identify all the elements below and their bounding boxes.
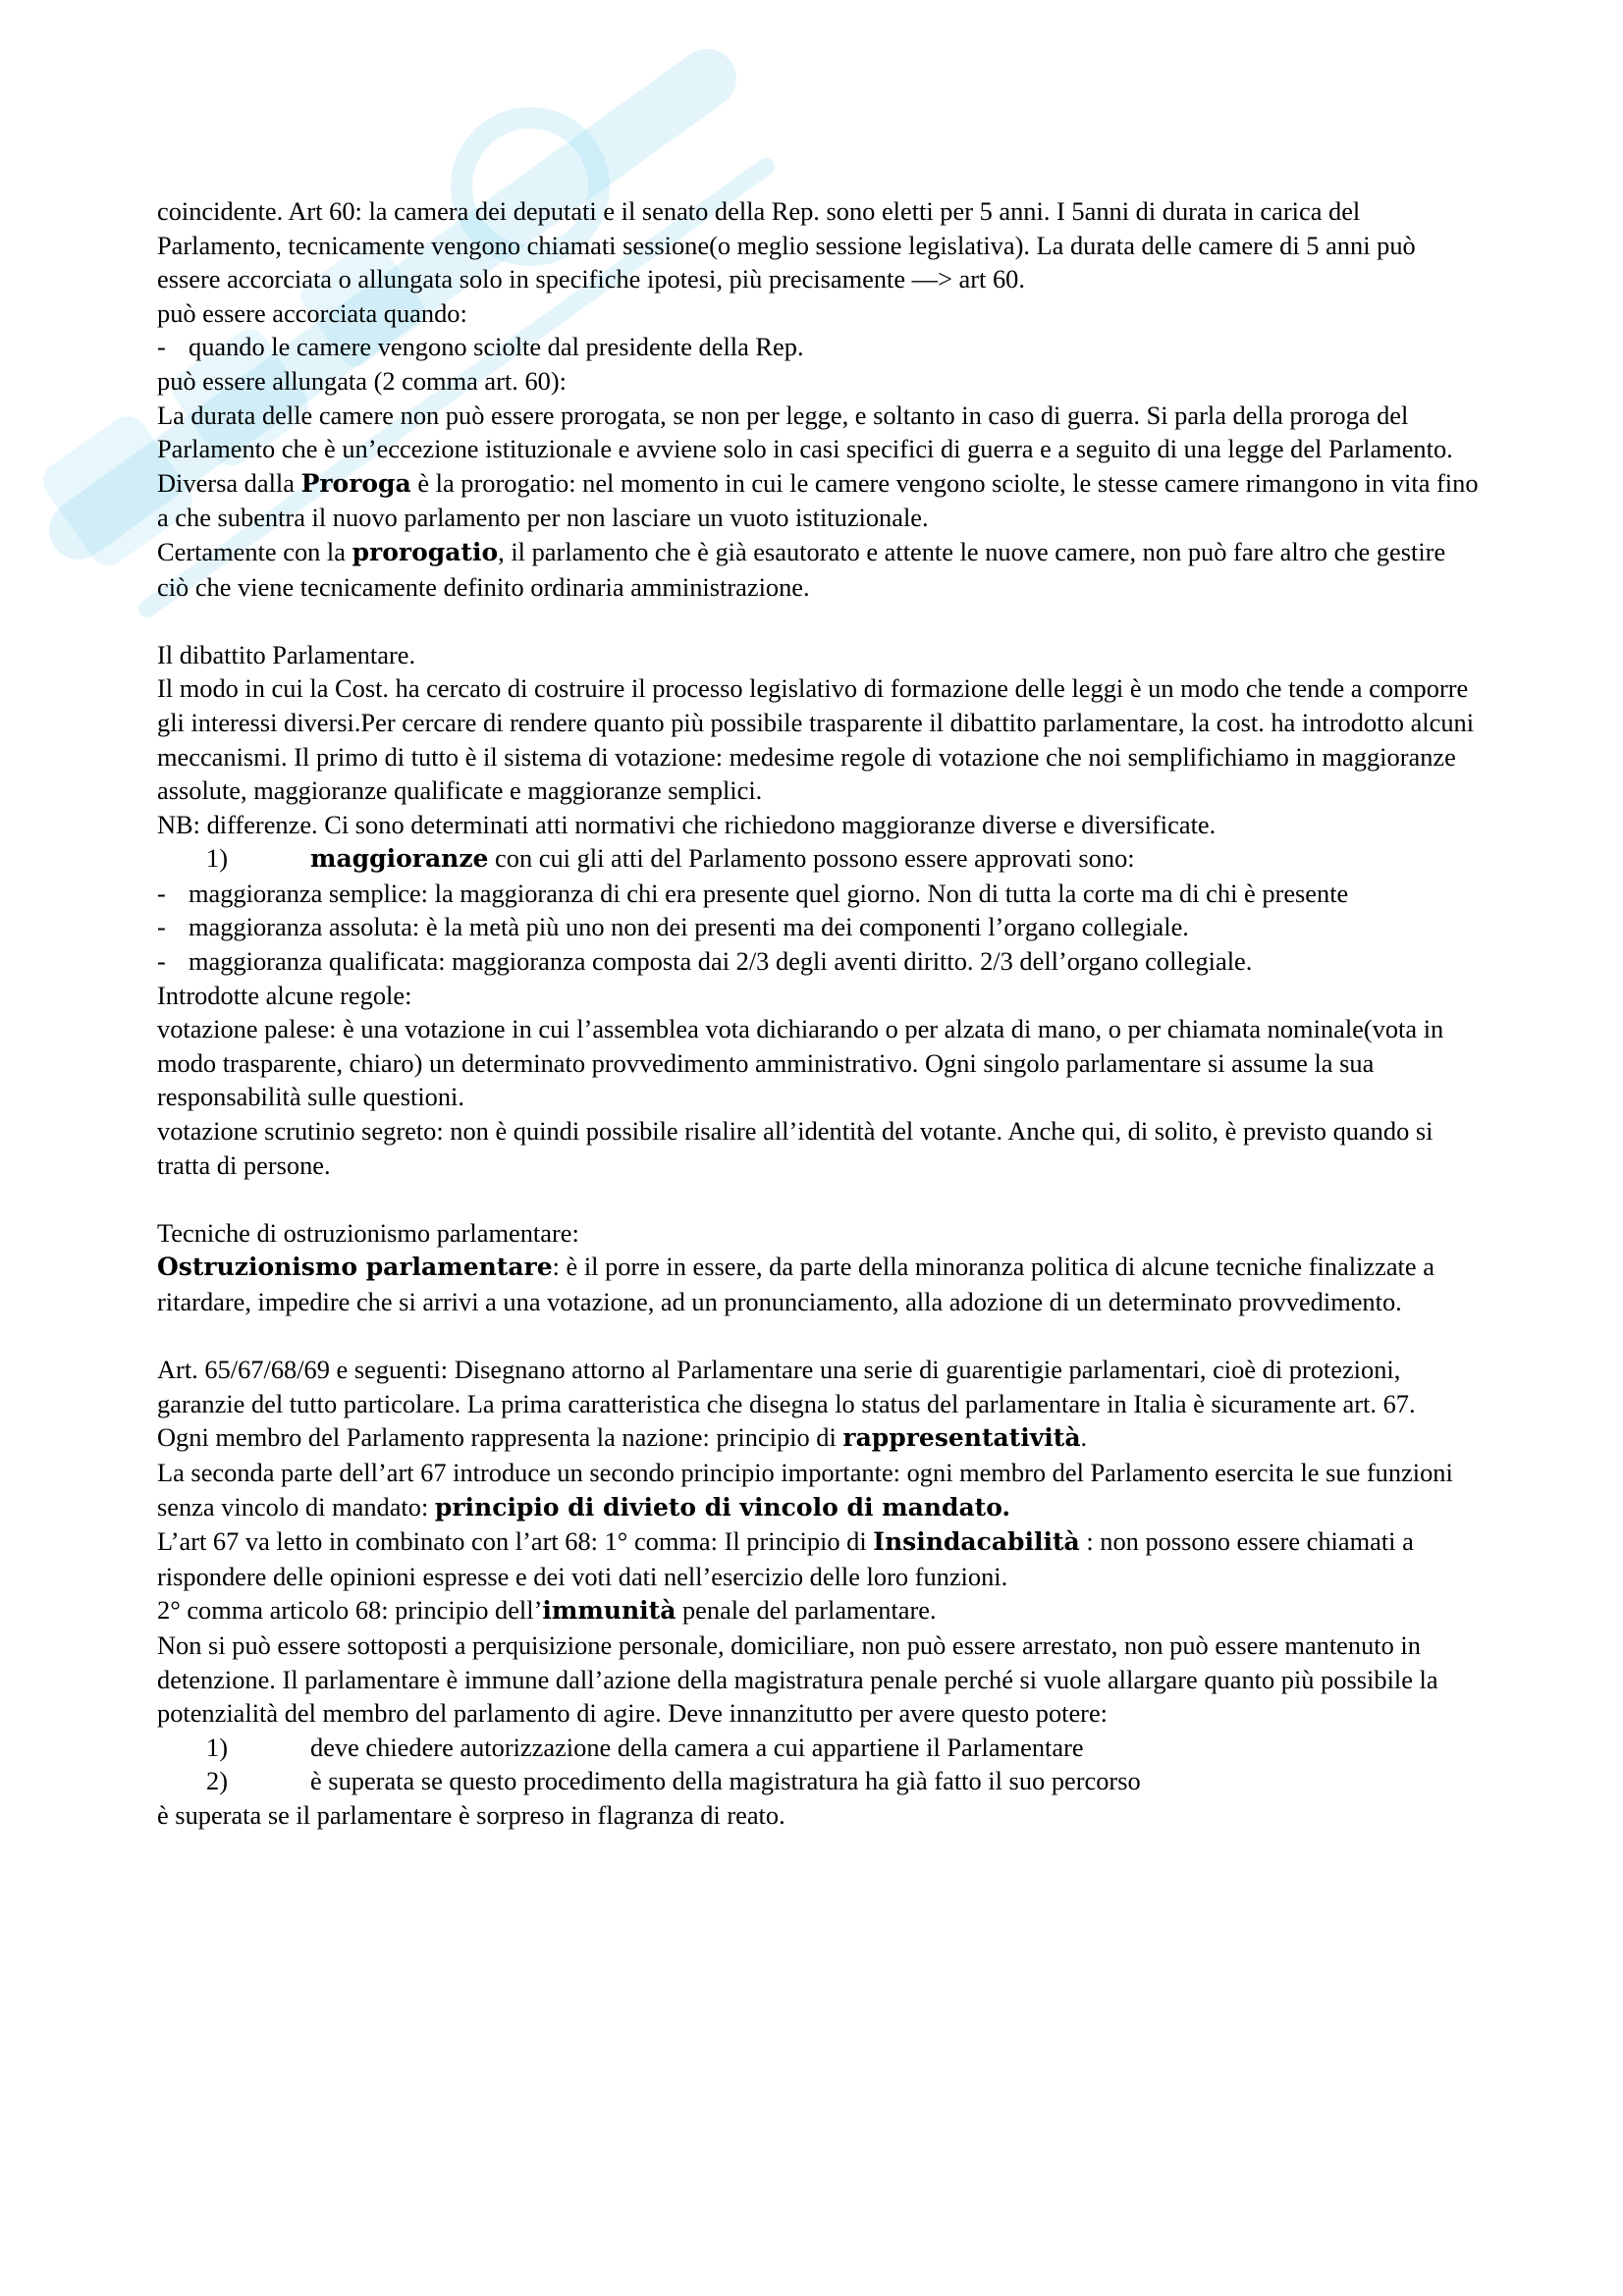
bold-term: principio di divieto di vincolo di mandato. xyxy=(434,1492,1011,1522)
text-run: con cui gli atti del Parlamento possono essere approvati sono: xyxy=(488,843,1135,874)
blank-line xyxy=(157,604,1483,638)
paragraph: può essere allungata (2 comma art. 60): xyxy=(157,365,567,396)
paragraph xyxy=(157,1420,1483,1456)
text-run: La seconda parte dell’art 67 introduce un secondo principio importante: ogni membro del Parlamento esercita le sue funzioni senza vincolo di mandato: xyxy=(157,1457,1453,1522)
text-run: penale del parlamentare. xyxy=(676,1595,937,1626)
paragraph xyxy=(157,1250,1483,1318)
text-run: è superata se questo procedimento della magistratura ha già fatto il suo percorso xyxy=(310,1766,1141,1796)
section-heading: Il dibattito Parlamentare. xyxy=(157,639,416,669)
paragraph: votazione palese: è una votazione in cui l’assemblea vota dichiarando o per alzata di mano, o per chiamata nominale(vota in modo trasparente, chiaro) un determinato provvedimento amministrativo. Ogni singolo parlamentare si assume la sua responsabilità sulle questioni. xyxy=(157,1014,1444,1112)
paragraph: Non si può essere sottoposti a perquisizione personale, domiciliare, non può essere arrestato, non può essere mantenuto in detenzione. Il parlamentare è immune dall’azione della magistratura penale perché si vuole allargare quanto più possibile la potenzialità del membro del parlamento di agire. Deve innanzitutto per avere questo potere: xyxy=(157,1629,1438,1729)
text-run: Diversa dalla xyxy=(157,467,301,498)
section-heading: Tecniche di ostruzionismo parlamentare: xyxy=(157,1217,579,1248)
item-number: 1) xyxy=(206,1732,228,1762)
numbered-item xyxy=(157,841,1483,877)
numbered-item xyxy=(157,1764,1483,1798)
item-number: 2) xyxy=(206,1766,228,1796)
paragraph: La durata delle camere non può essere prorogata, se non per legge, e soltanto in caso di guerra. Si parla della proroga del Parlamento che è un’eccezione istituzionale e avviene solo in casi specifici di guerra e a seguito di una legge del Parlamento. xyxy=(157,400,1453,464)
bold-term: prorogatio xyxy=(352,537,499,566)
text-run: . xyxy=(1080,1422,1088,1453)
paragraph xyxy=(157,466,1483,535)
blank-line xyxy=(157,1319,1483,1354)
bold-term: Proroga xyxy=(300,468,411,498)
document-body xyxy=(157,194,1483,1833)
bold-term: maggioranze xyxy=(310,844,489,874)
bold-term: rappresentatività xyxy=(842,1423,1081,1453)
paragraph: Introdotte alcune regole: xyxy=(157,980,412,1010)
paragraph: Art. 65/67/68/69 e seguenti: Disegnano attorno al Parlamentare una serie di guarentigie parlamentari, cioè di protezioni, garanzie del tutto particolare. La prima caratteristica che disegna lo status del parlamentare in Italia è sicuramente art. 67. xyxy=(157,1355,1416,1418)
text-run: deve chiedere autorizzazione della camera a cui appartiene il Parlamentare xyxy=(310,1732,1084,1762)
list-item: - maggioranza assoluta: è la metà più uno non dei presenti ma dei componenti l’organo collegiale. xyxy=(157,910,1483,944)
paragraph: votazione scrutinio segreto: non è quindi possibile risalire all’identità del votante. Anche qui, di solito, è previsto quando si tratta di persone. xyxy=(157,1116,1434,1180)
bold-term: Ostruzionismo parlamentare xyxy=(157,1253,553,1282)
bold-term: immunità xyxy=(542,1596,676,1626)
paragraph xyxy=(157,1524,1483,1593)
paragraph: è superata se il parlamentare è sorpreso in flagranza di reato. xyxy=(157,1799,785,1830)
text-run: : è il porre in essere, da parte della minoranza politica di alcune tecniche finalizzate a ritardare, impedire che si arrivi a una votazione, ad un pronunciamento, alla adozione di un determinato provvedimento. xyxy=(157,1252,1434,1316)
bold-term: Insindacabilità xyxy=(873,1527,1080,1557)
paragraph: NB: differenze. Ci sono determinati atti normativi che richiedono maggioranze diverse e diversificate. xyxy=(157,809,1217,839)
paragraph: può essere accorciata quando: xyxy=(157,297,467,328)
paragraph: coincidente. Art 60: la camera dei deputati e il senato della Rep. sono eletti per 5 anni. I 5anni di durata in carica del Parlamento, tecnicamente vengono chiamati sessione(o meglio sessione legislativa). La durata delle camere di 5 anni può essere accorciata o allungata solo in specifiche ipotesi, più precisamente —> art 60. xyxy=(157,196,1416,294)
text-run: , il parlamento che è già esautorato e attente le nuove camere, non può fare altro che gestire ciò che viene tecnicamente definito ordinaria amministrazione. xyxy=(157,536,1446,602)
list-item: - maggioranza qualificata: maggioranza composta dai 2/3 degli aventi diritto. 2/3 dell’organo collegiale. xyxy=(157,944,1483,979)
list-item: - quando le camere vengono sciolte dal presidente della Rep. xyxy=(157,330,1483,364)
text-run: L’art 67 va letto in combinato con l’art 68: 1° comma: Il principio di xyxy=(157,1526,874,1557)
text-run: Ogni membro del Parlamento rappresenta la nazione: principio di xyxy=(157,1422,843,1453)
paragraph xyxy=(157,1593,1483,1629)
paragraph xyxy=(157,1456,1483,1524)
text-run: è la prorogatio: nel momento in cui le camere vengono sciolte, le stesse camere rimangono in vita fino a che subentra il nuovo parlamento per non lasciare un vuoto istituzionale. xyxy=(157,467,1479,533)
text-run: 2° comma articolo 68: principio dell’ xyxy=(157,1595,543,1626)
text-run: : non possono essere chiamati a rispondere delle opinioni espresse e dei voti dati nell’esercizio delle loro funzioni. xyxy=(157,1526,1414,1591)
paragraph: Il modo in cui la Cost. ha cercato di costruire il processo legislativo di formazione delle leggi è un modo che tende a comporre gli interessi diversi.Per cercare di rendere quanto più possibile trasparente il dibattito parlamentare, la cost. ha introdotto alcuni meccanismi. Il primo di tutto è il sistema di votazione: medesime regole di votazione che noi semplifichiamo in maggioranze assolute, maggioranze qualificate e maggioranze semplici. xyxy=(157,673,1475,806)
item-number: 1) xyxy=(206,843,228,874)
paragraph xyxy=(157,535,1483,604)
list-item: - maggioranza semplice: la maggioranza di chi era presente quel giorno. Non di tutta la corte ma di chi è presente xyxy=(157,877,1483,911)
numbered-item xyxy=(157,1731,1483,1765)
blank-line xyxy=(157,1182,1483,1216)
text-run: Certamente con la xyxy=(157,536,352,566)
